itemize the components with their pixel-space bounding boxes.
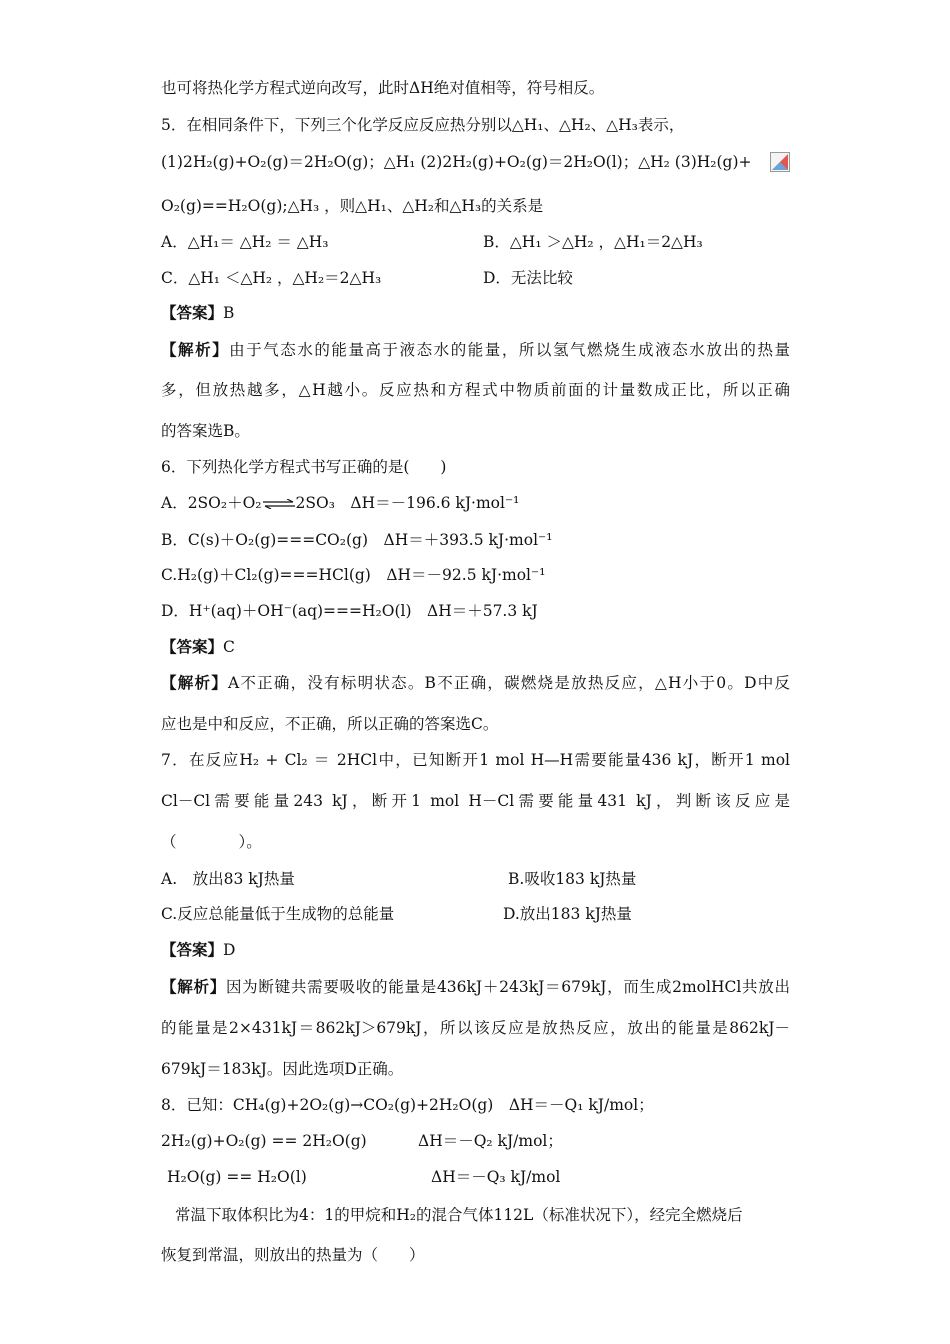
option-7-b: B.吸收183 kJ热量 [508,870,637,888]
question-8-eq2: 2H₂(g)+O₂(g) == 2H₂O(g) [161,1132,367,1150]
question-8-stem: 8．已知：CH₄(g)+2O₂(g)→CO₂(g)+2H₂O(g) ΔH＝－Q₁ kJ/mol； [161,1096,654,1114]
explanation-tag: 【解析】 [161,977,226,996]
option-7-c: C.反应总能量低于生成物的总能量 [161,905,395,923]
explanation-tag: 【解析】 [161,340,230,359]
answer-value: C [223,638,235,656]
answer-value: D [223,941,236,959]
question-7-stem-line2: Cl－Cl需要能量243 kJ，断开1 mol H－Cl需要能量431 kJ，判断该反应是 [161,792,790,810]
question-8-eq3: H₂O(g) == H₂O(l) [167,1168,307,1186]
answer-6 [161,637,235,657]
option-5-a: A．△H₁＝ △H₂ ＝ △H₃ [161,233,329,251]
explanation-6-line2: 应也是中和反应，不正确，所以正确的答案选C。 [161,715,499,733]
option-6-b: B．C(s)＋O₂(g)===CO₂(g) ΔH＝＋393.5 kJ·mol⁻¹ [161,531,553,549]
explanation-5-line3: 的答案选B。 [161,422,250,440]
explanation-tag: 【解析】 [161,673,228,692]
explanation-7 [161,977,790,997]
question-7-stem-line3: （ ）。 [161,833,262,851]
question-8-eq3-dh: ΔH＝－Q₃ kJ/mol [431,1168,561,1186]
broken-image-icon [770,152,790,172]
question-6-stem: 6．下列热化学方程式书写正确的是( ) [161,458,447,476]
question-8-text: 常温下取体积比为4：1的甲烷和H₂的混合气体112L（标准状况下），经完全燃烧后 [175,1206,743,1224]
question-5-equations-cont: O₂(g)==H₂O(g);△H₃ ，则△H₁、△H₂和△H₃的关系是 [161,197,544,215]
explanation-text: A不正确，没有标明状态。B不正确，碳燃烧是放热反应，△H小于0。D中反 [227,674,790,692]
answer-tag: 【答案】 [161,303,224,322]
question-5-stem: 5．在相同条件下，下列三个化学反应反应热分别以△H₁、△H₂、△H₃表示， [161,116,685,134]
option-5-d: D．无法比较 [483,269,573,287]
answer-5 [161,303,234,323]
option-7-a: A. 放出83 kJ热量 [161,870,295,888]
question-8-eq2-dh: ΔH＝－Q₂ kJ/mol； [418,1132,563,1150]
answer-value: B [223,304,235,322]
option-6-a [161,493,519,513]
explanation-7-line2: 的能量是2×431kJ＝862kJ＞679kJ，所以该反应是放热反应，放出的能量是862kJ－ [161,1019,790,1037]
question-8-text-line2: 恢复到常温，则放出的热量为（ ） [161,1246,425,1264]
explanation-6 [161,673,790,693]
explanation-5-line2: 多，但放热越多，△H越小。反应热和方程式中物质前面的计量数成正比，所以正确 [161,381,790,399]
explanation-5 [161,340,790,360]
explanation-text: 由于气态水的能量高于液态水的能量，所以氢气燃烧生成液态水放出的热量 [229,341,790,359]
question-7-stem: 7．在反应H₂ + Cl₂ ＝ 2HCl中，已知断开1 mol H—H需要能量436 kJ，断开1 mol [161,751,790,769]
option-6-a-products: 2SO₃ ΔH＝－196.6 kJ·mol⁻¹ [295,494,520,512]
option-7-d: D.放出183 kJ热量 [503,905,632,923]
answer-7 [161,940,235,960]
option-5-b: B．△H₁ ＞△H₂ ，△H₁＝2△H₃ [483,233,703,251]
option-6-c: C.H₂(g)＋Cl₂(g)===HCl(g) ΔH＝－92.5 kJ·mol⁻¹ [161,566,546,584]
question-5-equations: (1)2H₂(g)+O₂(g)＝2H₂O(g)；△H₁ (2)2H₂(g)+O₂(g)＝2H₂O(l)；△H₂ (3)H₂(g)+ [161,153,752,171]
option-6-d: D．H⁺(aq)＋OH⁻(aq)===H₂O(l) ΔH＝＋57.3 kJ [161,602,538,620]
answer-tag: 【答案】 [161,637,224,656]
answer-tag: 【答案】 [161,940,224,959]
option-6-a-reactants: A．2SO₂＋O₂ [161,494,262,512]
equilibrium-arrow-icon [263,499,295,509]
explanation-7-line3: 679kJ＝183kJ。因此选项D正确。 [161,1060,404,1078]
option-5-c: C．△H₁ ＜△H₂ ，△H₂＝2△H₃ [161,269,382,287]
text-line: 也可将热化学方程式逆向改写，此时ΔH绝对值相等，符号相反。 [161,79,605,97]
explanation-text: 因为断键共需要吸收的能量是436kJ＋243kJ＝679kJ，而生成2molHCl共放出 [225,978,790,996]
